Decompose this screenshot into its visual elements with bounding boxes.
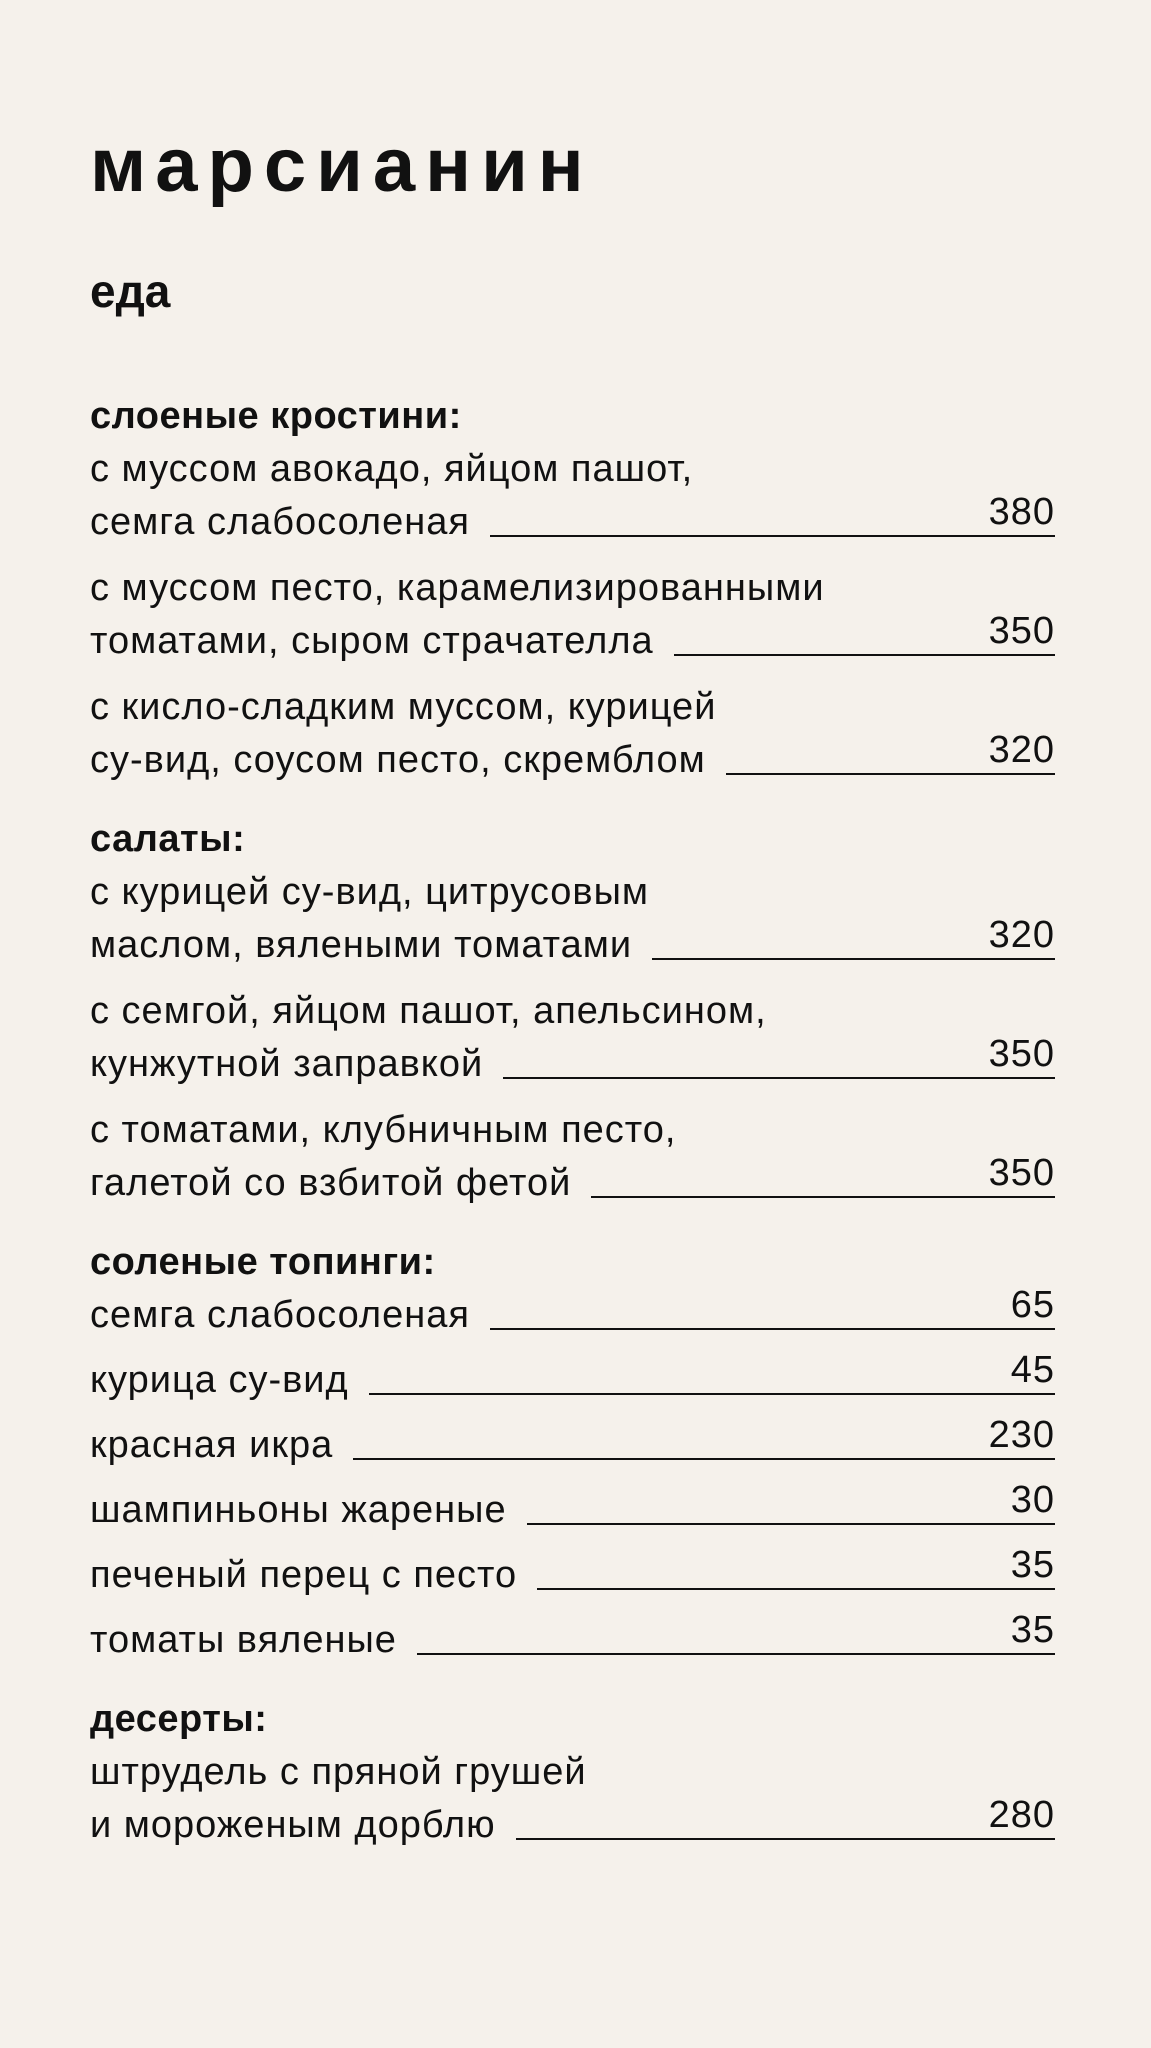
menu-item	[90, 443, 1055, 549]
item-name: шампиньоны жареные	[90, 1489, 507, 1531]
leader-line	[369, 1393, 1055, 1395]
leader-line	[527, 1523, 1055, 1525]
item-name-line1: с семгой, яйцом пашот, апельсином,	[90, 990, 767, 1032]
item-name-line1: с кисло-сладким муссом, курицей	[90, 686, 717, 728]
item-name: курица су-вид	[90, 1359, 349, 1401]
menu-item	[90, 1349, 1055, 1407]
menu-item	[90, 866, 1055, 972]
leader-line	[674, 654, 1055, 656]
leader-line	[652, 958, 1055, 960]
menu-item	[90, 681, 1055, 787]
menu-item	[90, 1544, 1055, 1602]
item-name-line1: с курицей су-вид, цитрусовым	[90, 871, 650, 913]
menu-item	[90, 1284, 1055, 1342]
section-salads	[90, 813, 1055, 1210]
leader-line	[516, 1838, 1055, 1840]
item-name-line2: галетой со взбитой фетой	[90, 1162, 572, 1204]
item-name: печеный перец с песто	[90, 1554, 518, 1596]
leader-line	[490, 1328, 1055, 1330]
item-price: 35	[1010, 1609, 1055, 1651]
brand-title: марсианин	[90, 123, 594, 208]
item-name-line2: кунжутной заправкой	[90, 1043, 484, 1085]
item-name: томаты вяленые	[90, 1619, 397, 1661]
leader-line	[537, 1588, 1055, 1590]
item-name-line1: с муссом авокадо, яйцом пашот,	[90, 448, 694, 490]
section-title: слоеные кростини:	[90, 395, 462, 437]
menu-item	[90, 985, 1055, 1091]
item-name: красная икра	[90, 1424, 334, 1466]
menu-item	[90, 1609, 1055, 1667]
item-name-line2: и мороженым дорблю	[90, 1804, 496, 1846]
section-crostini	[90, 390, 1055, 787]
item-price: 380	[988, 491, 1055, 533]
section-title: соленые топинги:	[90, 1241, 436, 1283]
leader-line	[503, 1077, 1055, 1079]
leader-line	[490, 535, 1055, 537]
item-price: 320	[988, 914, 1055, 956]
menu-subtitle: еда	[90, 265, 171, 317]
menu-content	[90, 390, 1055, 1852]
menu-item	[90, 1414, 1055, 1472]
item-name-line1: с томатами, клубничным песто,	[90, 1109, 677, 1151]
section-title: десерты:	[90, 1698, 268, 1740]
leader-line	[417, 1653, 1055, 1655]
section-desserts	[90, 1693, 1055, 1852]
item-price: 35	[1010, 1544, 1055, 1586]
item-price: 350	[988, 1152, 1055, 1194]
item-name-line2: томатами, сыром страчателла	[90, 620, 654, 662]
menu-item	[90, 1746, 1055, 1852]
item-price: 45	[1010, 1349, 1055, 1391]
leader-line	[591, 1196, 1055, 1198]
item-price: 65	[1010, 1284, 1055, 1326]
item-name-line2: маслом, вялеными томатами	[90, 924, 633, 966]
item-name-line1: штрудель с пряной грушей	[90, 1751, 587, 1793]
item-name-line2: семга слабосоленая	[90, 501, 470, 543]
item-price: 280	[988, 1794, 1055, 1836]
menu-item	[90, 1479, 1055, 1537]
section-title: салаты:	[90, 818, 246, 860]
item-name: семга слабосоленая	[90, 1294, 470, 1336]
item-name-line1: с муссом песто, карамелизированными	[90, 567, 825, 609]
menu-item	[90, 1104, 1055, 1210]
item-price: 30	[1010, 1479, 1055, 1521]
item-price: 350	[988, 1033, 1055, 1075]
item-price: 230	[988, 1414, 1055, 1456]
menu-item	[90, 562, 1055, 668]
leader-line	[353, 1458, 1055, 1460]
item-price: 350	[988, 610, 1055, 652]
item-price: 320	[988, 729, 1055, 771]
item-name-line2: су-вид, соусом песто, скремблом	[90, 739, 706, 781]
section-toppings	[90, 1236, 1055, 1667]
leader-line	[726, 773, 1055, 775]
